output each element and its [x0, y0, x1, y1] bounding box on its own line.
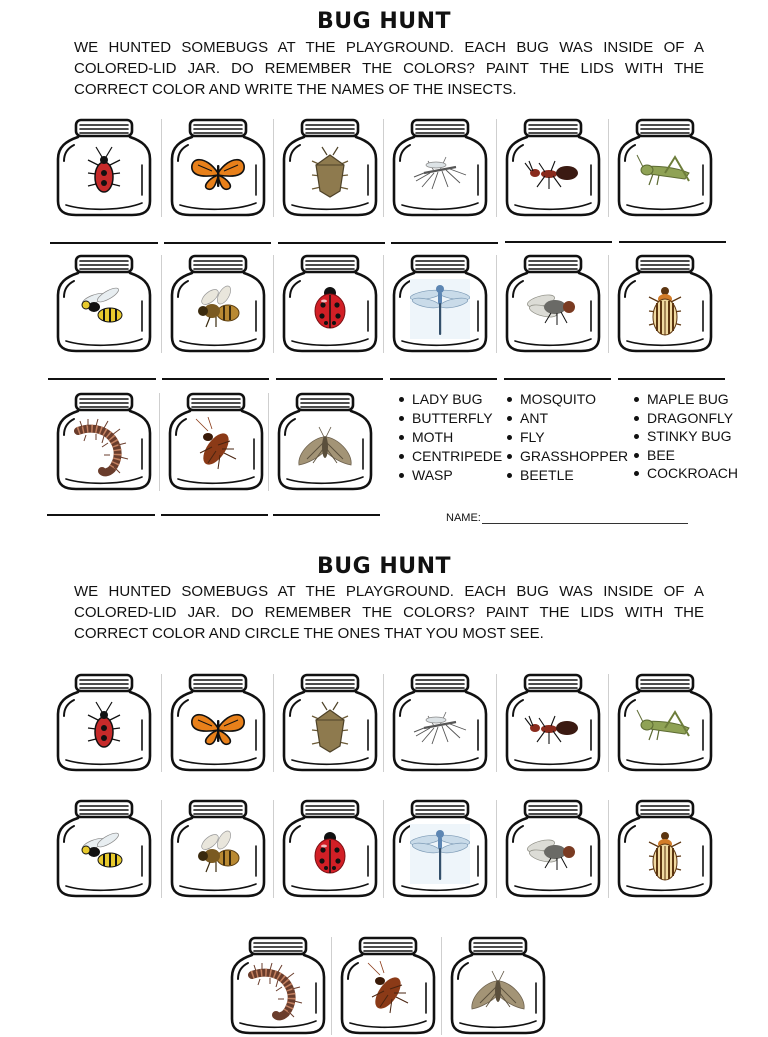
- cockroach-icon: [186, 417, 246, 477]
- bug-jar: [52, 672, 156, 774]
- stink-bug-icon: [300, 698, 360, 758]
- bug-jar: [52, 391, 156, 493]
- bug-jar: [52, 253, 156, 355]
- word-bank-item: FLY: [505, 428, 628, 447]
- sheet1-title: BUG HUNT: [316, 9, 452, 34]
- bug-jar: [278, 117, 382, 219]
- jar-divider: [441, 937, 442, 1035]
- jar-divider: [273, 800, 274, 898]
- bee-icon: [188, 824, 248, 884]
- bug-jar: [388, 798, 492, 900]
- mosquito-icon: [410, 698, 470, 758]
- bug-jar: [166, 672, 270, 774]
- word-bank-column-1: [397, 390, 502, 485]
- answer-line[interactable]: [273, 514, 380, 516]
- jar-divider: [161, 674, 162, 772]
- bug-jar: [52, 117, 156, 219]
- jar-divider: [273, 255, 274, 353]
- bug-jar: [52, 798, 156, 900]
- bug-jar: [613, 117, 717, 219]
- answer-line[interactable]: [618, 378, 725, 380]
- centipede-icon: [74, 417, 134, 477]
- bug-jar: [278, 672, 382, 774]
- centipede-icon: [248, 961, 308, 1021]
- word-bank-item: LADY BUG: [397, 390, 502, 409]
- jar-divider: [273, 674, 274, 772]
- ant-icon: [523, 143, 583, 203]
- jar-divider: [608, 119, 609, 217]
- name-line[interactable]: [482, 511, 688, 524]
- word-bank-item: GRASSHOPPER: [505, 447, 628, 466]
- answer-line[interactable]: [505, 241, 612, 243]
- bug-jar: [278, 253, 382, 355]
- answer-line[interactable]: [164, 242, 271, 244]
- answer-line[interactable]: [276, 378, 383, 380]
- bug-jar: [336, 935, 440, 1037]
- bug-jar: [388, 672, 492, 774]
- word-bank-item: STINKY BUG: [632, 427, 738, 446]
- word-bank-item: WASP: [397, 466, 502, 485]
- word-bank-item: BUTTERFLY: [397, 409, 502, 428]
- beetle-icon: [635, 824, 695, 884]
- answer-line[interactable]: [162, 378, 269, 380]
- answer-line[interactable]: [391, 242, 498, 244]
- word-bank-item: COCKROACH: [632, 464, 738, 483]
- word-bank-item: MOTH: [397, 428, 502, 447]
- answer-line[interactable]: [47, 514, 155, 516]
- butterfly-icon: [188, 698, 248, 758]
- answer-line[interactable]: [619, 241, 726, 243]
- bug-jar: [613, 672, 717, 774]
- jar-divider: [608, 800, 609, 898]
- maple-bug-icon: [74, 143, 134, 203]
- bug-jar: [166, 253, 270, 355]
- answer-line[interactable]: [50, 242, 158, 244]
- jar-divider: [273, 119, 274, 217]
- answer-line[interactable]: [48, 378, 156, 380]
- word-bank-item: MOSQUITO: [505, 390, 628, 409]
- jar-divider: [608, 674, 609, 772]
- bug-jar: [501, 117, 605, 219]
- butterfly-icon: [188, 143, 248, 203]
- moth-icon: [295, 417, 355, 477]
- answer-line[interactable]: [504, 378, 611, 380]
- bug-jar: [613, 253, 717, 355]
- bug-jar: [166, 798, 270, 900]
- answer-line[interactable]: [390, 378, 497, 380]
- bug-jar: [388, 117, 492, 219]
- bug-jar: [278, 798, 382, 900]
- grasshopper-icon: [635, 143, 695, 203]
- ladybug-icon: [300, 824, 360, 884]
- jar-divider: [161, 119, 162, 217]
- maple-bug-icon: [74, 698, 134, 758]
- wasp-icon: [74, 279, 134, 339]
- bug-jar: [501, 798, 605, 900]
- word-bank-item: BEETLE: [505, 466, 628, 485]
- ant-icon: [523, 698, 583, 758]
- stink-bug-icon: [300, 143, 360, 203]
- dragonfly-icon: [410, 824, 470, 884]
- wasp-icon: [74, 824, 134, 884]
- name-field[interactable]: [446, 511, 688, 524]
- word-bank-item: CENTRIPEDE: [397, 447, 502, 466]
- bug-jar: [226, 935, 330, 1037]
- jar-divider: [496, 800, 497, 898]
- sheet1-instructions: WE HUNTED SOMEBUGS AT THE PLAYGROUND. EACH BUG WAS INSIDE OF A COLORED-LID JAR. DO REMEMBER THE COLORS? PAINT THE LIDS WITH THE CORRECT COLOR AND WRITE THE NAMES OF THE INSECTS.: [74, 39, 704, 98]
- jar-divider: [496, 119, 497, 217]
- word-bank-item: MAPLE BUG: [632, 390, 738, 409]
- mosquito-icon: [410, 143, 470, 203]
- jar-divider: [383, 119, 384, 217]
- fly-icon: [523, 824, 583, 884]
- beetle-icon: [635, 279, 695, 339]
- jar-divider: [383, 255, 384, 353]
- jar-divider: [383, 800, 384, 898]
- jar-divider: [161, 255, 162, 353]
- bug-jar: [166, 117, 270, 219]
- bug-jar: [501, 672, 605, 774]
- bee-icon: [188, 279, 248, 339]
- word-bank-item: ANT: [505, 409, 628, 428]
- bug-jar: [273, 391, 377, 493]
- answer-line[interactable]: [161, 514, 268, 516]
- moth-icon: [468, 961, 528, 1021]
- jar-divider: [331, 937, 332, 1035]
- jar-divider: [608, 255, 609, 353]
- sheet2-title: BUG HUNT: [316, 554, 452, 579]
- word-bank-column-2: [505, 390, 628, 485]
- dragonfly-icon: [410, 279, 470, 339]
- jar-divider: [268, 393, 269, 491]
- jar-divider: [161, 800, 162, 898]
- word-bank-item: BEE: [632, 446, 738, 465]
- bug-jar: [501, 253, 605, 355]
- bug-jar: [446, 935, 550, 1037]
- name-label: NAME:: [446, 512, 481, 524]
- jar-divider: [496, 255, 497, 353]
- fly-icon: [523, 279, 583, 339]
- word-bank-column-3: [632, 390, 738, 483]
- jar-divider: [159, 393, 160, 491]
- grasshopper-icon: [635, 698, 695, 758]
- cockroach-icon: [358, 961, 418, 1021]
- sheet2-instructions: WE HUNTED SOMEBUGS AT THE PLAYGROUND. EACH BUG WAS INSIDE OF A COLORED-LID JAR. DO REMEMBER THE COLORS? PAINT THE LIDS WITH THE CORRECT COLOR AND CIRCLE THE ONES THAT YOU MOST SEE.: [74, 583, 704, 642]
- answer-line[interactable]: [278, 242, 385, 244]
- bug-jar: [388, 253, 492, 355]
- bug-jar: [613, 798, 717, 900]
- word-bank-item: DRAGONFLY: [632, 409, 738, 428]
- jar-divider: [496, 674, 497, 772]
- ladybug-icon: [300, 279, 360, 339]
- jar-divider: [383, 674, 384, 772]
- bug-jar: [164, 391, 268, 493]
